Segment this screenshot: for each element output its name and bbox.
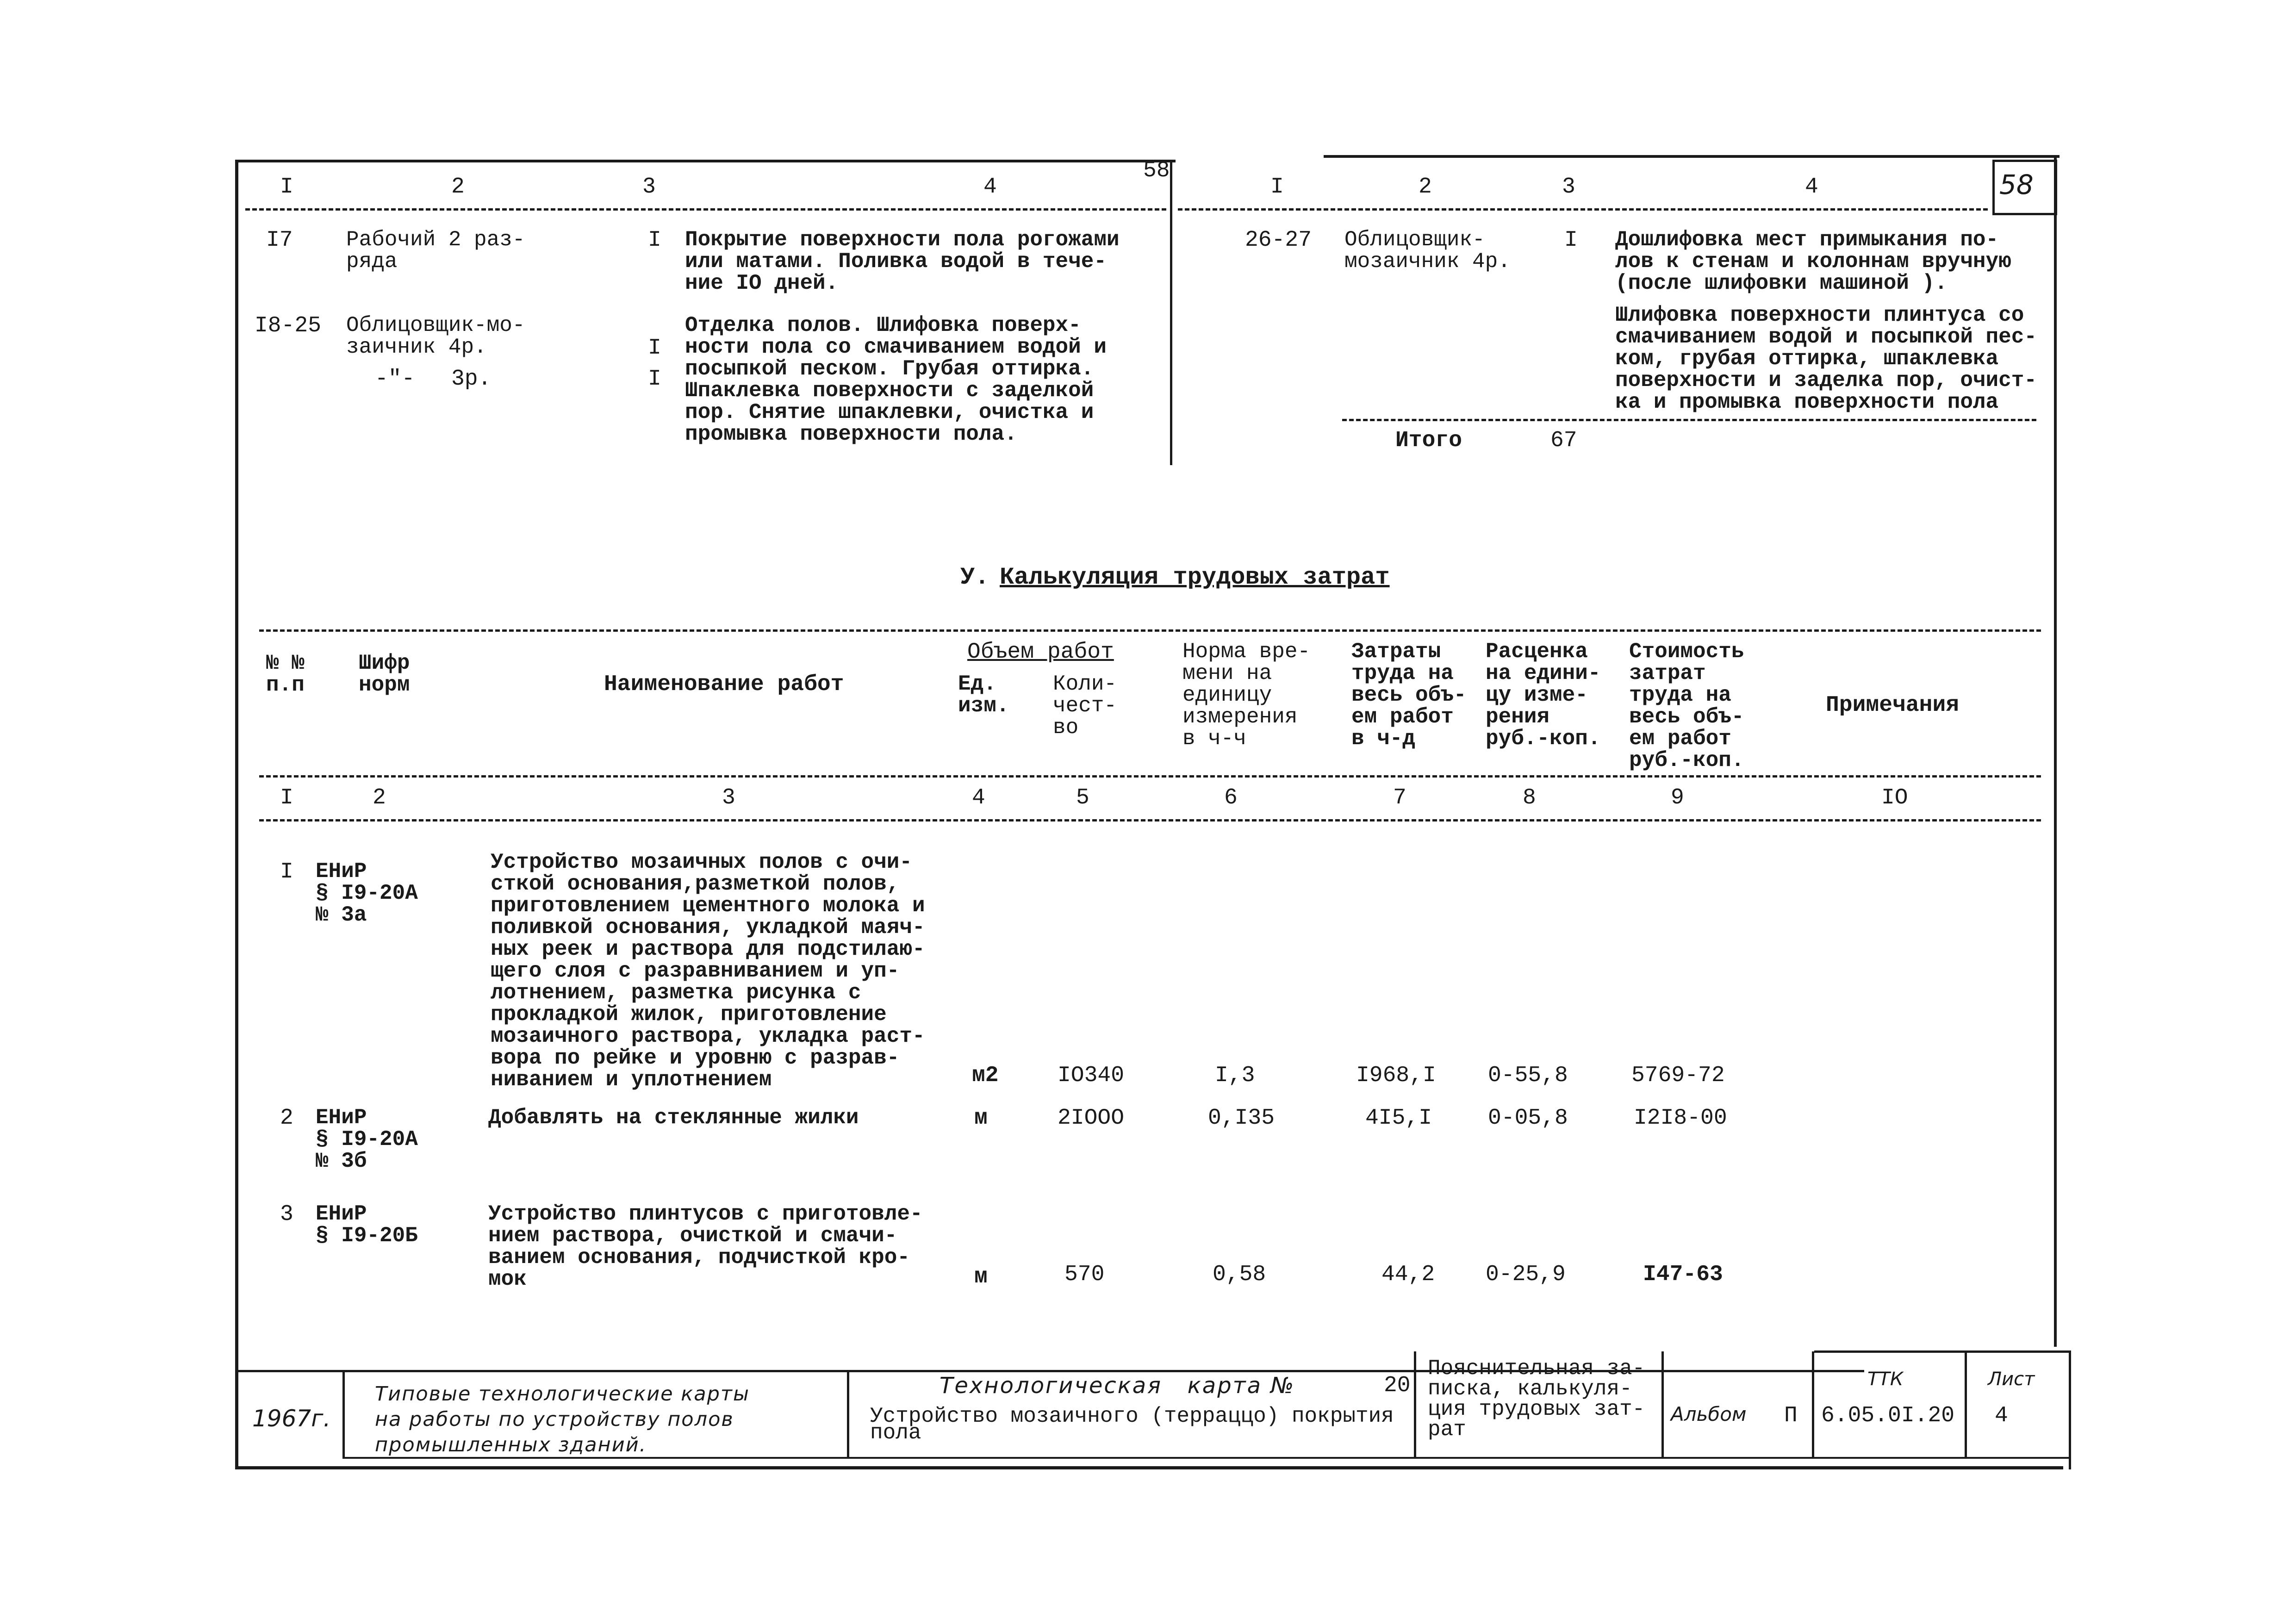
calc-row3-qty: 570 <box>1064 1262 1105 1287</box>
tb-sep-1 <box>342 1370 345 1458</box>
calc-row2-num: 2 <box>280 1106 293 1131</box>
top-header-rule-right <box>1178 208 1988 211</box>
row18-worker2-grade: 3р. <box>451 367 492 392</box>
calc-row3-norm: 0,58 <box>1213 1262 1266 1287</box>
calc-row3-cost: I47-63 <box>1643 1262 1723 1287</box>
calc-colnum-7: 7 <box>1393 785 1406 810</box>
top-total-value: 67 <box>1550 428 1577 453</box>
row26-work: Дошлифовка мест примыкания по- лов к стенам и колоннам вручную (после шлифовки машиной ). <box>1615 228 2011 295</box>
tb-sep-2 <box>847 1370 849 1458</box>
footer-album-number: П <box>1784 1403 1798 1428</box>
frame-bottom <box>235 1466 2063 1469</box>
calc-colnum-5: 5 <box>1076 785 1089 810</box>
calc-row3-unit: м <box>974 1264 988 1289</box>
top-header-rule-left <box>245 208 1166 211</box>
calc-row1-norm: I,3 <box>1215 1063 1255 1088</box>
calc-top-rule <box>259 629 2041 632</box>
top-right-col4: 4 <box>1805 174 1818 199</box>
frame-top-right <box>1324 155 2060 158</box>
footer-map-label: Технологическая карта № <box>940 1373 1295 1399</box>
calc-header-norm: Норма вре- мени на единицу измерения в ч-ч <box>1182 640 1311 751</box>
page-number: 58 <box>1143 158 1170 183</box>
calc-row3-code: ЕНиР § I9-20Б <box>316 1202 418 1248</box>
calc-header-unit: Ед. изм. <box>958 672 1009 718</box>
section-title: Калькуляция трудовых затрат <box>1000 564 1390 591</box>
calc-row2-cost: I2I8-00 <box>1634 1106 1727 1131</box>
calc-row1-unit: м2 <box>972 1063 999 1088</box>
row17-worker: Рабочий 2 раз- ряда <box>346 228 525 274</box>
frame-top-left <box>236 160 1176 162</box>
calc-header-rate: Расценка на едини- цу изме- рения руб.-коп. <box>1486 640 1601 751</box>
calc-row2-code: ЕНиР § I9-20А № 3б <box>316 1106 418 1173</box>
row17-count: I <box>648 228 661 253</box>
section-title-prefix: У. <box>960 564 989 591</box>
calc-colnum-6: 6 <box>1224 785 1238 810</box>
calc-colnum-9: 9 <box>1671 785 1684 810</box>
calc-header-name: Наименование работ <box>604 672 844 697</box>
footer-map-number: 20 <box>1384 1373 1411 1398</box>
calc-row1-rate: 0-55,8 <box>1488 1063 1568 1088</box>
row17-work: Покрытие поверхности пола рогожами или матами. Поливка водой в тече- ние IO дней. <box>685 228 1120 295</box>
top-left-col1: I <box>280 174 293 199</box>
tb-sep-4 <box>1661 1351 1664 1458</box>
calc-header-notes: Примечания <box>1826 693 1960 718</box>
calc-colnum-3: 3 <box>722 785 735 810</box>
calc-header-code: Шифр норм <box>359 651 410 697</box>
row26-worker: Облицовщик- мозаичник 4р. <box>1344 228 1511 274</box>
calc-header-cost: Стоимость затрат труда на весь объ- ем работ руб.-коп. <box>1629 640 1744 772</box>
calc-row2-rate: 0-05,8 <box>1488 1106 1568 1131</box>
calc-colnum-10: IO <box>1881 785 1908 810</box>
top-left-col4: 4 <box>983 174 997 199</box>
calc-colnum-1: I <box>280 785 293 810</box>
row26-work2: Шлифовка поверхности плинтуса со смачиванием водой и посыпкой пес- ком, грубая оттирка, шпаклевка поверхности и заделка пор, очист- ка и промывка поверхности пола <box>1615 303 2037 414</box>
top-right-col3: 3 <box>1562 174 1575 199</box>
page-number-boxed: 58 <box>1999 169 2034 200</box>
calc-colnum-rule <box>259 819 2041 821</box>
calc-row1-num: I <box>280 859 293 884</box>
tb-sep-3 <box>1414 1351 1416 1458</box>
calc-header-volume-group: Объем работ <box>967 640 1114 665</box>
calc-row3-rate: 0-25,9 <box>1486 1262 1566 1287</box>
top-left-col3: 3 <box>642 174 656 199</box>
calc-row2-name: Добавлять на стеклянные жилки <box>488 1106 859 1130</box>
footer-map-subject: Устройство мозаичного (терраццо) покрытия пола <box>870 1404 1394 1445</box>
calc-colnum-4: 4 <box>972 785 985 810</box>
calc-header-rule <box>259 775 2041 778</box>
calc-row2-norm: 0,I35 <box>1208 1106 1275 1131</box>
row18-num: I8-25 <box>255 313 322 338</box>
footer-series-title: Типовые технологические карты на работы по устройству полов промышленных зданий. <box>375 1382 750 1456</box>
calc-row1-cost: 5769-72 <box>1631 1063 1725 1088</box>
row18-count: I <box>648 336 661 361</box>
top-right-col1: I <box>1270 174 1284 199</box>
calc-header-num: № № п.п <box>266 651 305 697</box>
footer-ttk-label: ТТК <box>1867 1369 1904 1390</box>
top-table-divider <box>1170 160 1172 465</box>
footer-ttk-code: 6.05.0I.20 <box>1821 1403 1955 1428</box>
row18-worker2: -"- <box>375 367 415 392</box>
calc-row3-name: Устройство плинтусов с приготовле- нием раствора, очисткой и смачи- ванием основания, подчисткой кро- мок <box>488 1202 923 1291</box>
row18-count2: I <box>648 367 661 392</box>
calc-header-qty: Коли- чест- во <box>1053 672 1117 740</box>
title-block-top-right <box>1814 1350 2071 1353</box>
calc-row1-labor: I968,I <box>1356 1063 1436 1088</box>
title-block-right <box>2069 1350 2071 1469</box>
tb-sep-5 <box>1812 1351 1814 1458</box>
footer-year: 1967г. <box>252 1405 331 1432</box>
calc-row3-num: 3 <box>280 1202 293 1227</box>
row17-num: I7 <box>266 228 293 253</box>
calc-row2-labor: 4I5,I <box>1365 1106 1432 1131</box>
calc-row2-unit: м <box>974 1106 988 1131</box>
row26-num: 26-27 <box>1245 228 1312 253</box>
top-total-label: Итого <box>1395 428 1462 453</box>
top-total-rule <box>1342 419 2036 421</box>
footer-sheet-label: Лист <box>1988 1369 2035 1390</box>
top-right-col2: 2 <box>1419 174 1432 199</box>
tb-sep-6 <box>1965 1351 1967 1458</box>
calc-row1-name: Устройство мозаичных полов с очи- сткой основания,разметкой полов, приготовлением цементного молока и поливкой основания, укладкой маяч- ных реек и раствора для подстилаю- щего слоя с разравниванием и уп- лотнением, разметка рисунка с прокладкой жилок, приготовление мозаичного раствора, укладка раст- вора по рейке и уровню с разрав- ниванием и уплотнением <box>491 850 925 1092</box>
calc-row1-code: ЕНиР § I9-20А № 3а <box>316 859 418 927</box>
calc-header-labor: Затраты труда на весь объ- ем работ в ч-д <box>1351 640 1467 751</box>
footer-doc-part: Пояснительная за- писка, калькуля- ция трудовых зат- рат <box>1428 1356 1645 1442</box>
calc-row1-qty: IO340 <box>1058 1063 1125 1088</box>
footer-album-label: Альбом <box>1671 1403 1747 1425</box>
frame-right <box>2054 157 2057 1347</box>
top-left-col2: 2 <box>451 174 465 199</box>
frame-left <box>235 160 238 1469</box>
row26-count: I <box>1564 228 1578 253</box>
footer-sheet-number: 4 <box>1995 1403 2008 1428</box>
calc-row3-labor: 44,2 <box>1381 1262 1435 1287</box>
calc-colnum-2: 2 <box>373 785 386 810</box>
row18-work: Отделка полов. Шлифовка поверх- ности пола со смачиванием водой и посыпкой песком. Грубая оттирка. Шпаклевка поверхности с заделкой пор. Снятие шпаклевки, очистка и промывка поверхности пола. <box>685 313 1107 446</box>
row18-worker: Облицовщик-мо- заичник 4р. <box>346 313 525 359</box>
calc-colnum-8: 8 <box>1523 785 1536 810</box>
calc-row2-qty: 2IOOO <box>1058 1106 1125 1131</box>
